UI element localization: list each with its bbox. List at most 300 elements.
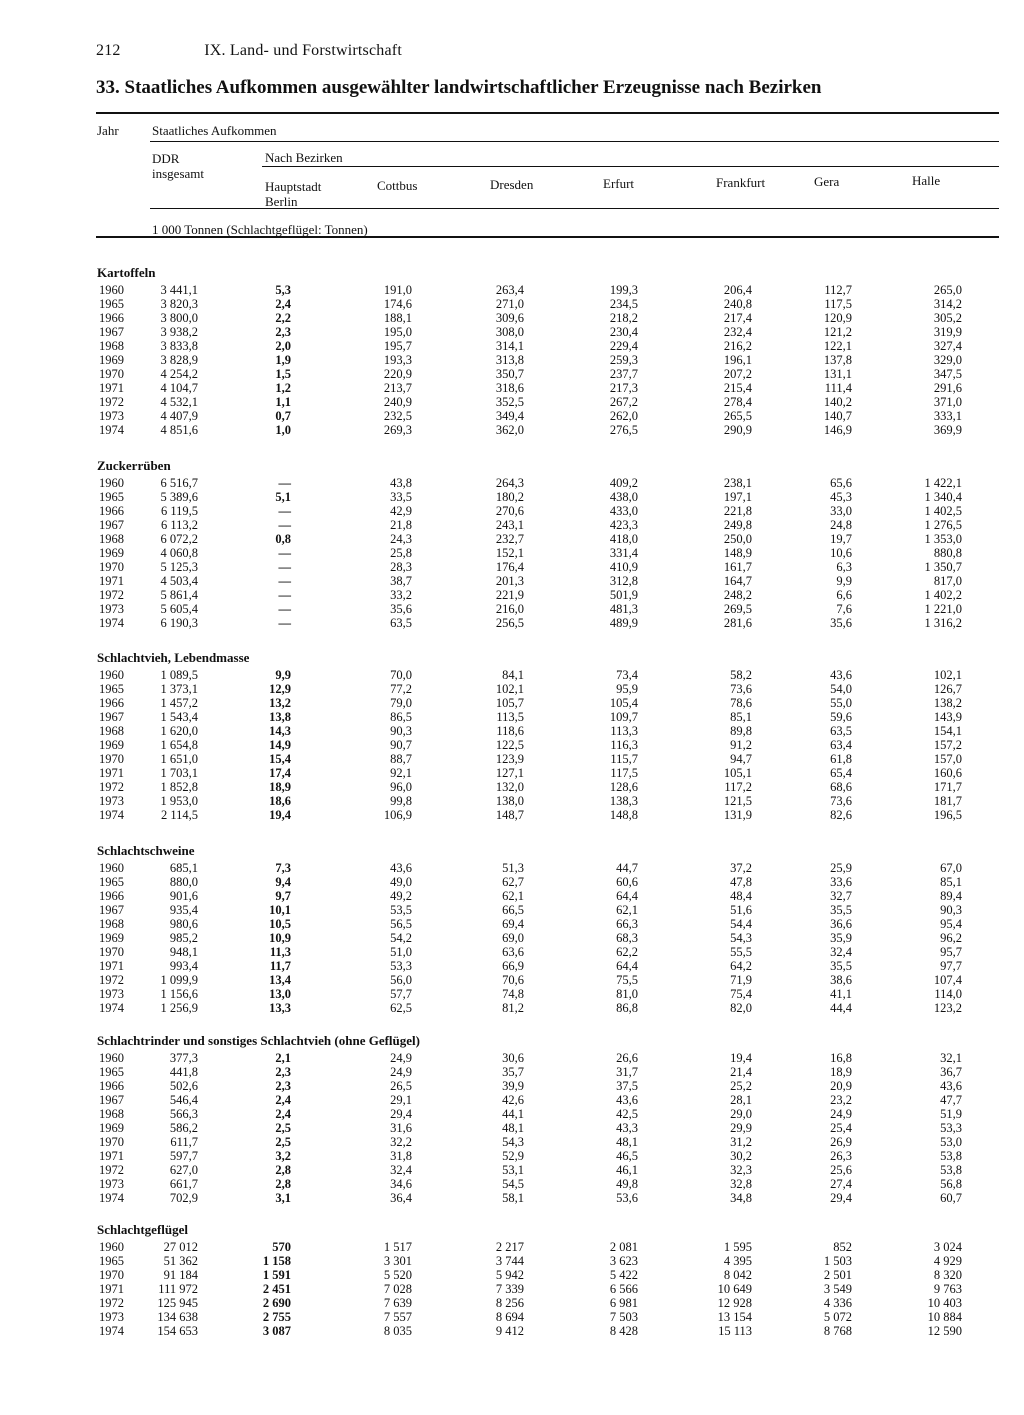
- cell-berlin: 1,1: [275, 395, 291, 409]
- cell-year: 1965: [99, 1065, 124, 1079]
- cell-dresden: 63,6: [502, 945, 524, 959]
- cell-gera: 121,2: [823, 325, 852, 339]
- cell-berlin: —: [278, 574, 291, 588]
- cell-erfurt: 237,7: [609, 367, 638, 381]
- cell-berlin: 0,8: [275, 532, 291, 546]
- cell-ddr-total: 1 953,0: [160, 794, 198, 808]
- cell-ddr-total: 51 362: [163, 1254, 198, 1268]
- cell-gera: 120,9: [823, 311, 852, 325]
- header-rule-aufkommen: [150, 141, 999, 142]
- table-row: [0, 560, 1024, 574]
- table-row: [0, 574, 1024, 588]
- cell-year: 1970: [99, 752, 124, 766]
- table-row: [0, 696, 1024, 710]
- cell-berlin: 2,2: [275, 311, 291, 325]
- table-row: [0, 395, 1024, 409]
- cell-cottbus: 193,3: [383, 353, 412, 367]
- cell-dresden: 8 256: [495, 1296, 524, 1310]
- cell-erfurt: 53,6: [616, 1191, 638, 1205]
- cell-ddr-total: 441,8: [169, 1065, 198, 1079]
- cell-halle: 95,4: [940, 917, 962, 931]
- cell-berlin: 1,5: [275, 367, 291, 381]
- section-title-kartoffeln: Kartoffeln: [97, 265, 156, 280]
- cell-cottbus: 3 301: [383, 1254, 412, 1268]
- cell-frankfurt: 94,7: [730, 752, 752, 766]
- cell-frankfurt: 54,4: [730, 917, 752, 931]
- cell-frankfurt: 161,7: [723, 560, 752, 574]
- cell-gera: 33,0: [830, 504, 852, 518]
- cell-gera: 32,4: [830, 945, 852, 959]
- cell-cottbus: 7 557: [383, 1310, 412, 1324]
- cell-cottbus: 43,8: [390, 476, 412, 490]
- cell-erfurt: 64,4: [616, 889, 638, 903]
- cell-gera: 36,6: [830, 917, 852, 931]
- cell-cottbus: 53,5: [390, 903, 412, 917]
- cell-ddr-total: 4 060,8: [160, 546, 198, 560]
- table-row: [0, 1051, 1024, 1065]
- table-row: [0, 1121, 1024, 1135]
- cell-dresden: 84,1: [502, 668, 524, 682]
- cell-ddr-total: 1 703,1: [160, 766, 198, 780]
- cell-cottbus: 24,9: [390, 1051, 412, 1065]
- cell-erfurt: 117,5: [610, 766, 638, 780]
- cell-halle: 53,3: [940, 1121, 962, 1135]
- cell-erfurt: 267,2: [609, 395, 638, 409]
- cell-cottbus: 220,9: [383, 367, 412, 381]
- cell-cottbus: 7 028: [383, 1282, 412, 1296]
- cell-year: 1974: [99, 1191, 124, 1205]
- cell-cottbus: 33,5: [390, 490, 412, 504]
- cell-year: 1973: [99, 409, 124, 423]
- cell-dresden: 58,1: [502, 1191, 524, 1205]
- cell-halle: 12 590: [927, 1324, 962, 1338]
- cell-dresden: 264,3: [495, 476, 524, 490]
- cell-frankfurt: 221,8: [723, 504, 752, 518]
- cell-cottbus: 26,5: [390, 1079, 412, 1093]
- cell-erfurt: 43,3: [616, 1121, 638, 1135]
- cell-berlin: 570: [272, 1240, 291, 1254]
- cell-frankfurt: 31,2: [730, 1135, 752, 1149]
- cell-cottbus: 28,3: [390, 560, 412, 574]
- header-unit: 1 000 Tonnen (Schlachtgeflügel: Tonnen): [152, 222, 368, 237]
- cell-frankfurt: 30,2: [730, 1149, 752, 1163]
- header-cottbus: Cottbus: [377, 178, 418, 193]
- cell-ddr-total: 91 184: [163, 1268, 198, 1282]
- section-title-schlachtvieh: Schlachtvieh, Lebendmasse: [97, 650, 250, 665]
- cell-frankfurt: 232,4: [723, 325, 752, 339]
- cell-ddr-total: 948,1: [169, 945, 198, 959]
- cell-year: 1967: [99, 1093, 124, 1107]
- cell-frankfurt: 48,4: [730, 889, 752, 903]
- cell-year: 1973: [99, 602, 124, 616]
- cell-dresden: 152,1: [495, 546, 524, 560]
- cell-dresden: 122,5: [495, 738, 524, 752]
- cell-gera: 6,3: [836, 560, 852, 574]
- cell-gera: 43,6: [830, 668, 852, 682]
- table-row: [0, 1093, 1024, 1107]
- cell-gera: 140,7: [823, 409, 852, 423]
- table-row: [0, 325, 1024, 339]
- cell-erfurt: 423,3: [609, 518, 638, 532]
- cell-cottbus: 90,3: [390, 724, 412, 738]
- cell-berlin: —: [278, 476, 291, 490]
- cell-cottbus: 29,1: [390, 1093, 412, 1107]
- cell-erfurt: 2 081: [609, 1240, 638, 1254]
- cell-berlin: 2,1: [275, 1051, 291, 1065]
- cell-frankfurt: 54,3: [730, 931, 752, 945]
- cell-halle: 114,0: [934, 987, 962, 1001]
- cell-cottbus: 43,6: [390, 861, 412, 875]
- cell-year: 1971: [99, 1282, 124, 1296]
- cell-berlin: 13,2: [269, 696, 291, 710]
- cell-erfurt: 276,5: [609, 423, 638, 437]
- cell-berlin: 9,4: [275, 875, 291, 889]
- cell-year: 1971: [99, 959, 124, 973]
- cell-cottbus: 36,4: [390, 1191, 412, 1205]
- table-row: [0, 808, 1024, 822]
- cell-year: 1971: [99, 766, 124, 780]
- cell-frankfurt: 64,2: [730, 959, 752, 973]
- cell-gera: 146,9: [823, 423, 852, 437]
- cell-halle: 8 320: [933, 1268, 962, 1282]
- cell-dresden: 3 744: [495, 1254, 524, 1268]
- cell-erfurt: 410,9: [609, 560, 638, 574]
- cell-ddr-total: 685,1: [169, 861, 198, 875]
- cell-year: 1973: [99, 794, 124, 808]
- header-berlin: [265, 179, 321, 209]
- cell-dresden: 318,6: [495, 381, 524, 395]
- chapter-title: IX. Land- und Forstwirtschaft: [204, 42, 402, 59]
- cell-berlin: —: [278, 560, 291, 574]
- cell-year: 1960: [99, 476, 124, 490]
- cell-berlin: 3,2: [275, 1149, 291, 1163]
- table-row: [0, 973, 1024, 987]
- cell-erfurt: 42,5: [616, 1107, 638, 1121]
- cell-ddr-total: 4 532,1: [160, 395, 198, 409]
- table-row: [0, 1240, 1024, 1254]
- cell-erfurt: 7 503: [609, 1310, 638, 1324]
- cell-ddr-total: 3 828,9: [160, 353, 198, 367]
- table-row: [0, 602, 1024, 616]
- cell-erfurt: 46,1: [616, 1163, 638, 1177]
- cell-gera: 35,5: [830, 903, 852, 917]
- cell-berlin: 1 158: [262, 1254, 291, 1268]
- cell-cottbus: 79,0: [390, 696, 412, 710]
- cell-year: 1974: [99, 1324, 124, 1338]
- cell-frankfurt: 164,7: [723, 574, 752, 588]
- table-row: [0, 283, 1024, 297]
- cell-year: 1965: [99, 297, 124, 311]
- cell-gera: 111,4: [824, 381, 852, 395]
- header-frankfurt: Frankfurt: [716, 175, 766, 190]
- cell-halle: 9 763: [933, 1282, 962, 1296]
- cell-ddr-total: 1 099,9: [160, 973, 198, 987]
- cell-halle: 102,1: [933, 668, 962, 682]
- cell-frankfurt: 91,2: [730, 738, 752, 752]
- cell-frankfurt: 51,6: [730, 903, 752, 917]
- cell-ddr-total: 702,9: [169, 1191, 198, 1205]
- cell-berlin: 2,3: [275, 325, 291, 339]
- cell-year: 1966: [99, 311, 124, 325]
- cell-gera: 117,5: [824, 297, 852, 311]
- cell-ddr-total: 586,2: [169, 1121, 198, 1135]
- cell-gera: 20,9: [830, 1079, 852, 1093]
- cell-dresden: 313,8: [495, 353, 524, 367]
- cell-erfurt: 5 422: [609, 1268, 638, 1282]
- cell-year: 1960: [99, 283, 124, 297]
- cell-year: 1971: [99, 574, 124, 588]
- cell-erfurt: 26,6: [616, 1051, 638, 1065]
- cell-cottbus: 8 035: [383, 1324, 412, 1338]
- cell-halle: 10 884: [927, 1310, 962, 1324]
- cell-gera: 5 072: [823, 1310, 852, 1324]
- cell-frankfurt: 238,1: [723, 476, 752, 490]
- cell-erfurt: 62,1: [616, 903, 638, 917]
- cell-year: 1968: [99, 724, 124, 738]
- cell-erfurt: 234,5: [609, 297, 638, 311]
- cell-halle: 51,9: [940, 1107, 962, 1121]
- cell-year: 1971: [99, 1149, 124, 1163]
- cell-year: 1960: [99, 861, 124, 875]
- cell-ddr-total: 1 852,8: [160, 780, 198, 794]
- cell-cottbus: 35,6: [390, 602, 412, 616]
- cell-ddr-total: 4 503,4: [160, 574, 198, 588]
- cell-halle: 143,9: [933, 710, 962, 724]
- cell-year: 1973: [99, 987, 124, 1001]
- cell-dresden: 62,7: [502, 875, 524, 889]
- cell-erfurt: 217,3: [609, 381, 638, 395]
- cell-frankfurt: 249,8: [723, 518, 752, 532]
- cell-berlin: 2,8: [275, 1163, 291, 1177]
- cell-ddr-total: 661,7: [169, 1177, 198, 1191]
- table-row: [0, 875, 1024, 889]
- cell-year: 1967: [99, 518, 124, 532]
- cell-frankfurt: 29,0: [730, 1107, 752, 1121]
- cell-year: 1965: [99, 682, 124, 696]
- cell-berlin: 2,0: [275, 339, 291, 353]
- cell-cottbus: 38,7: [390, 574, 412, 588]
- cell-gera: 45,3: [830, 490, 852, 504]
- cell-cottbus: 49,0: [390, 875, 412, 889]
- cell-frankfurt: 15 113: [718, 1324, 752, 1338]
- header-top-rule: [96, 112, 999, 114]
- table-row: [0, 780, 1024, 794]
- table-row: [0, 409, 1024, 423]
- cell-halle: 371,0: [933, 395, 962, 409]
- cell-halle: 3 024: [933, 1240, 962, 1254]
- cell-gera: 19,7: [830, 532, 852, 546]
- table-row: [0, 1268, 1024, 1282]
- cell-year: 1972: [99, 1163, 124, 1177]
- cell-gera: 24,9: [830, 1107, 852, 1121]
- cell-frankfurt: 248,2: [723, 588, 752, 602]
- cell-year: 1966: [99, 504, 124, 518]
- cell-erfurt: 259,3: [609, 353, 638, 367]
- cell-year: 1970: [99, 560, 124, 574]
- table-row: [0, 917, 1024, 931]
- cell-berlin: 2,4: [275, 297, 291, 311]
- cell-ddr-total: 6 113,2: [160, 518, 198, 532]
- cell-dresden: 216,0: [495, 602, 524, 616]
- cell-cottbus: 33,2: [390, 588, 412, 602]
- cell-dresden: 271,0: [495, 297, 524, 311]
- cell-berlin: 1,0: [275, 423, 291, 437]
- cell-berlin: 3,1: [275, 1191, 291, 1205]
- cell-dresden: 42,6: [502, 1093, 524, 1107]
- cell-frankfurt: 1 595: [723, 1240, 752, 1254]
- table-row: [0, 311, 1024, 325]
- header-jahr: Jahr: [97, 123, 119, 138]
- cell-gera: 16,8: [830, 1051, 852, 1065]
- table-title: 33. Staatliches Aufkommen ausgewählter landwirtschaftlicher Erzeugnisse nach Bezirken: [96, 77, 822, 98]
- cell-gera: 35,6: [830, 616, 852, 630]
- cell-cottbus: 88,7: [390, 752, 412, 766]
- table-row: [0, 1135, 1024, 1149]
- cell-ddr-total: 1 089,5: [160, 668, 198, 682]
- cell-ddr-total: 901,6: [169, 889, 198, 903]
- cell-berlin: 2,8: [275, 1177, 291, 1191]
- cell-berlin: 2,4: [275, 1107, 291, 1121]
- cell-frankfurt: 148,9: [723, 546, 752, 560]
- cell-erfurt: 229,4: [609, 339, 638, 353]
- cell-frankfurt: 269,5: [723, 602, 752, 616]
- cell-dresden: 105,7: [495, 696, 524, 710]
- table-row: [0, 1282, 1024, 1296]
- cell-halle: 89,4: [940, 889, 962, 903]
- cell-berlin: 9,7: [275, 889, 291, 903]
- cell-cottbus: 232,5: [383, 409, 412, 423]
- cell-dresden: 148,7: [495, 808, 524, 822]
- section-title-schlachtrinder: Schlachtrinder und sonstiges Schlachtvieh (ohne Geflügel): [97, 1033, 420, 1048]
- cell-cottbus: 86,5: [390, 710, 412, 724]
- cell-cottbus: 195,0: [383, 325, 412, 339]
- cell-gera: 24,8: [830, 518, 852, 532]
- table-row: [0, 889, 1024, 903]
- cell-halle: 305,2: [933, 311, 962, 325]
- cell-gera: 852: [833, 1240, 852, 1254]
- cell-halle: 123,2: [933, 1001, 962, 1015]
- cell-dresden: 70,6: [502, 973, 524, 987]
- cell-year: 1969: [99, 1121, 124, 1135]
- cell-erfurt: 31,7: [616, 1065, 638, 1079]
- cell-halle: 1 422,1: [924, 476, 962, 490]
- cell-berlin: 13,3: [269, 1001, 291, 1015]
- cell-frankfurt: 32,3: [730, 1163, 752, 1177]
- cell-berlin: 2 690: [262, 1296, 291, 1310]
- cell-year: 1967: [99, 903, 124, 917]
- cell-dresden: 127,1: [495, 766, 524, 780]
- cell-gera: 61,8: [830, 752, 852, 766]
- cell-ddr-total: 3 820,3: [160, 297, 198, 311]
- cell-dresden: 53,1: [502, 1163, 524, 1177]
- cell-year: 1965: [99, 875, 124, 889]
- cell-halle: 43,6: [940, 1079, 962, 1093]
- cell-halle: 347,5: [933, 367, 962, 381]
- cell-erfurt: 6 566: [609, 1282, 638, 1296]
- cell-erfurt: 138,3: [609, 794, 638, 808]
- cell-year: 1965: [99, 490, 124, 504]
- cell-ddr-total: 985,2: [169, 931, 198, 945]
- cell-halle: 53,8: [940, 1163, 962, 1177]
- cell-halle: 154,1: [933, 724, 962, 738]
- header-ddr-line2: insgesamt: [152, 166, 204, 181]
- cell-halle: 90,3: [940, 903, 962, 917]
- cell-year: 1968: [99, 917, 124, 931]
- cell-berlin: 14,9: [269, 738, 291, 752]
- cell-frankfurt: 250,0: [723, 532, 752, 546]
- header-ddr-line1: DDR: [152, 151, 180, 166]
- section-title-zuckerrueben: Zuckerrüben: [97, 458, 171, 473]
- cell-year: 1966: [99, 1079, 124, 1093]
- cell-ddr-total: 1 457,2: [160, 696, 198, 710]
- cell-ddr-total: 1 654,8: [160, 738, 198, 752]
- cell-cottbus: 92,1: [390, 766, 412, 780]
- cell-halle: 95,7: [940, 945, 962, 959]
- table-row: [0, 297, 1024, 311]
- cell-ddr-total: 3 833,8: [160, 339, 198, 353]
- cell-cottbus: 5 520: [383, 1268, 412, 1282]
- cell-cottbus: 31,6: [390, 1121, 412, 1135]
- cell-berlin: 13,0: [269, 987, 291, 1001]
- cell-ddr-total: 4 407,9: [160, 409, 198, 423]
- cell-halle: 196,5: [933, 808, 962, 822]
- cell-dresden: 62,1: [502, 889, 524, 903]
- cell-berlin: 1,2: [275, 381, 291, 395]
- cell-erfurt: 433,0: [609, 504, 638, 518]
- cell-frankfurt: 71,9: [730, 973, 752, 987]
- table-row: [0, 1254, 1024, 1268]
- table-row: [0, 724, 1024, 738]
- cell-cottbus: 96,0: [390, 780, 412, 794]
- cell-cottbus: 213,7: [383, 381, 412, 395]
- cell-year: 1972: [99, 973, 124, 987]
- header-rule-bezirke: [262, 166, 999, 167]
- cell-berlin: 2,3: [275, 1079, 291, 1093]
- cell-halle: 10 403: [927, 1296, 962, 1310]
- cell-ddr-total: 125 945: [157, 1296, 198, 1310]
- header-dresden: Dresden: [490, 177, 534, 192]
- cell-erfurt: 68,3: [616, 931, 638, 945]
- table-row: [0, 1191, 1024, 1205]
- cell-cottbus: 195,7: [383, 339, 412, 353]
- cell-gera: 68,6: [830, 780, 852, 794]
- cell-erfurt: 49,8: [616, 1177, 638, 1191]
- cell-halle: 138,2: [933, 696, 962, 710]
- cell-cottbus: 51,0: [390, 945, 412, 959]
- cell-erfurt: 116,3: [610, 738, 638, 752]
- cell-frankfurt: 265,5: [723, 409, 752, 423]
- cell-year: 1972: [99, 588, 124, 602]
- cell-halle: 1 221,0: [924, 602, 962, 616]
- cell-year: 1974: [99, 423, 124, 437]
- cell-dresden: 138,0: [495, 794, 524, 808]
- cell-year: 1972: [99, 1296, 124, 1310]
- cell-ddr-total: 5 861,4: [160, 588, 198, 602]
- cell-cottbus: 34,6: [390, 1177, 412, 1191]
- running-head: [96, 42, 402, 60]
- cell-dresden: 350,7: [495, 367, 524, 381]
- cell-erfurt: 73,4: [616, 668, 638, 682]
- cell-gera: 29,4: [830, 1191, 852, 1205]
- cell-frankfurt: 12 928: [717, 1296, 752, 1310]
- cell-gera: 9,9: [836, 574, 852, 588]
- cell-year: 1969: [99, 738, 124, 752]
- cell-frankfurt: 34,8: [730, 1191, 752, 1205]
- cell-halle: 126,7: [933, 682, 962, 696]
- cell-berlin: 2,5: [275, 1135, 291, 1149]
- cell-erfurt: 218,2: [609, 311, 638, 325]
- cell-dresden: 44,1: [502, 1107, 524, 1121]
